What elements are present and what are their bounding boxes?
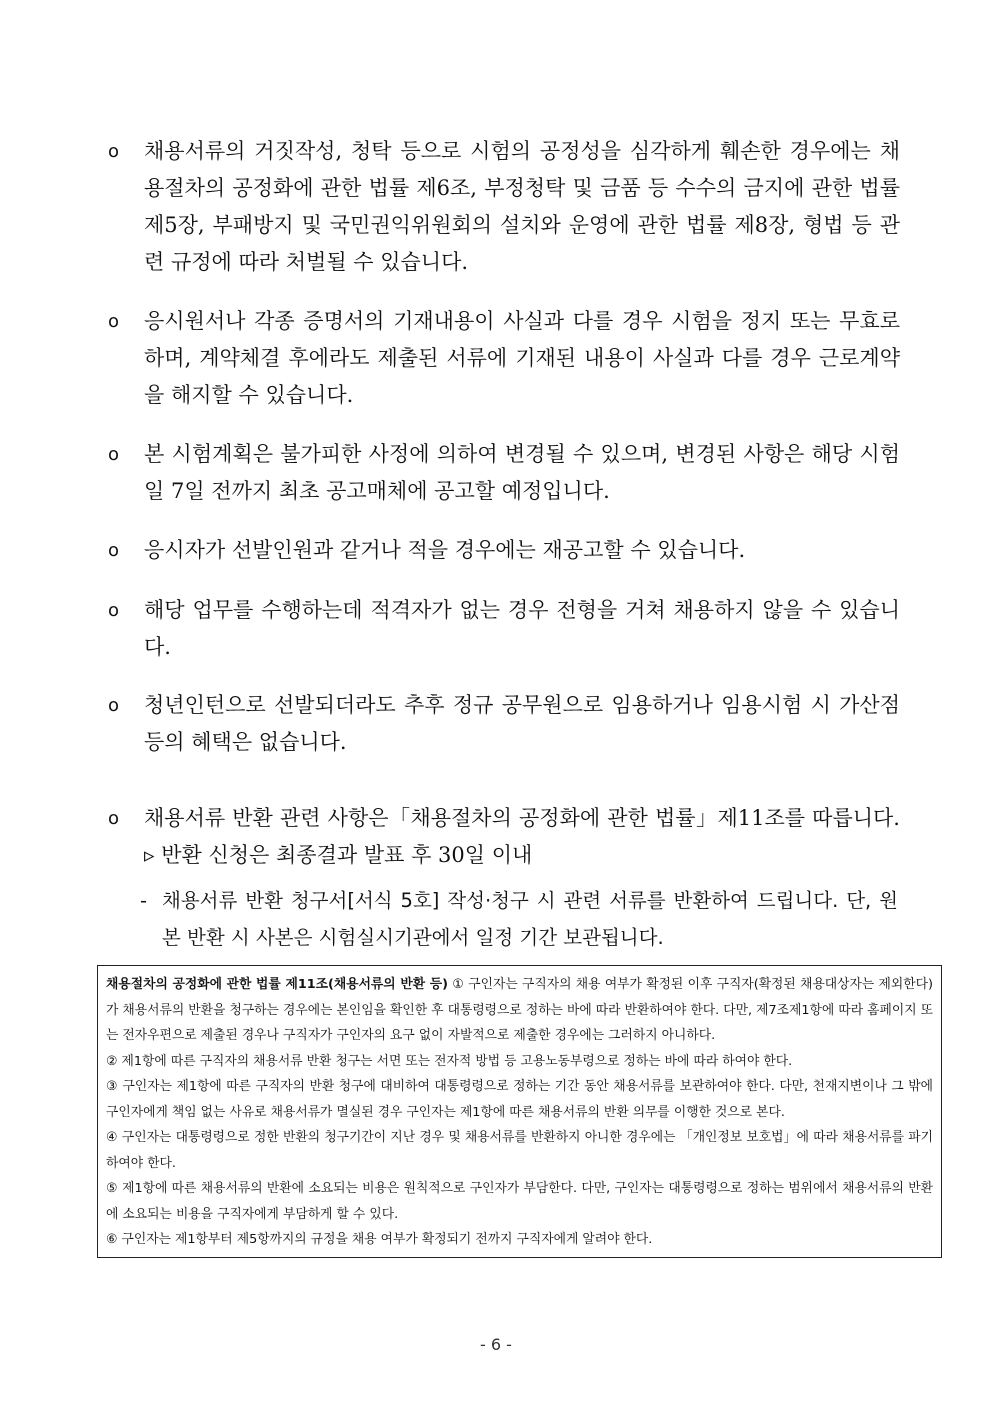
sub-item-text: 채용서류 반환 청구서[서식 5호] 작성·청구 시 관련 서류를 반환하여 드립니다. 단, 원본 반환 시 사본은 시험실시기관에서 일정 기간 보관됩니다. (162, 889, 898, 949)
notice-item-text: 청년인턴으로 선발되더라도 추후 정규 공무원으로 임용하거나 임용시험 시 가산점 등의 혜택은 없습니다. (144, 693, 900, 754)
law-paragraph-1 (106, 972, 933, 1049)
law-clause-6: ⑥ 구인자는 제1항부터 제5항까지의 규정을 채용 여부가 확정되기 전까지 구직자에게 알려야 한다. (106, 1232, 653, 1247)
dash-marker: - (140, 889, 148, 912)
notice-item-3 (108, 436, 900, 510)
law-clause-5: ⑤ 제1항에 따른 채용서류의 반환에 소요되는 비용은 원칙적으로 구인자가 부담한다. 다만, 구인자는 대통령령으로 정하는 범위에서 채용서류의 반환에 소요되는 비용을 구직자에게 부담하게 할 수 있다. (106, 1181, 933, 1222)
notice-item-text: 본 시험계획은 불가피한 사정에 의하여 변경될 수 있으며, 변경된 사항은 해당 시험일 7일 전까지 최초 공고매체에 공고할 예정입니다. (144, 442, 900, 503)
bullet-icon: o (108, 141, 120, 162)
sub-item (140, 882, 898, 956)
page-number: - 6 - (480, 1335, 512, 1354)
notice-item-text: 채용서류 반환 관련 사항은「채용절차의 공정화에 관한 법률」제11조를 따릅니다. ▹ 반환 신청은 최종결과 발표 후 30일 이내 (144, 806, 900, 867)
law-clause-1: ① 구인자는 구직자의 채용 여부가 확정된 이후 구직자(확정된 채용대상자는 제외한다)가 채용서류의 반환을 청구하는 경우에는 본인임을 확인한 후 대통령령으로 정하는 바에 따라 반환하여야 한다. 다만, 제7조제1항에 따라 홈페이지 또는 전자우편으로 제출된 경우나 구직자가 구인자의 요구 없이 자발적으로 제출한 경우에는 그러하지 아니하다. (106, 977, 933, 1043)
law-clause-3: ③ 구인자는 제1항에 따른 구직자의 반환 청구에 대비하여 대통령령으로 정하는 기간 동안 채용서류를 보관하여야 한다. 다만, 천재지변이나 그 밖에 구인자에게 책임 없는 사유로 채용서류가 멸실된 경우 구인자는 제1항에 따른 채용서류의 반환 의무를 이행한 것으로 본다. (106, 1079, 933, 1120)
notice-item-7 (108, 800, 900, 874)
bullet-icon: o (108, 311, 120, 332)
notice-item-2 (108, 303, 900, 414)
notice-item-5 (108, 592, 900, 666)
notice-item-text: 응시원서나 각종 증명서의 기재내용이 사실과 다를 경우 시험을 정지 또는 무효로 하며, 계약체결 후에라도 제출된 서류에 기재된 내용이 사실과 다를 경우 근로계약을 해지할 수 있습니다. (144, 309, 900, 407)
law-clause-4: ④ 구인자는 대통령령으로 정한 반환의 청구기간이 지난 경우 및 채용서류를 반환하지 아니한 경우에는 「개인정보 보호법」에 따라 채용서류를 파기하여야 한다. (106, 1130, 933, 1171)
bullet-icon: o (108, 808, 120, 829)
notice-item-1 (108, 133, 900, 281)
bullet-icon: o (108, 444, 120, 465)
bullet-icon: o (108, 695, 120, 716)
law-title: 채용절차의 공정화에 관한 법률 제11조(채용서류의 반환 등) (106, 977, 448, 992)
law-clause-2: ② 제1항에 따른 구직자의 채용서류 반환 청구는 서면 또는 전자적 방법 등 고용노동부령으로 정하는 바에 따라 하여야 한다. (106, 1053, 793, 1069)
law-excerpt-box (97, 965, 942, 1258)
notice-item-text: 해당 업무를 수행하는데 적격자가 없는 경우 전형을 거쳐 채용하지 않을 수 있습니다. (144, 598, 900, 659)
bullet-icon: o (108, 540, 120, 561)
notice-item-6 (108, 687, 900, 761)
notice-item-text: 채용서류의 거짓작성, 청탁 등으로 시험의 공정성을 심각하게 훼손한 경우에는 채용절차의 공정화에 관한 법률 제6조, 부정청탁 및 금품 등 수수의 금지에 관한 법률 제5장, 부패방지 및 국민권익위원회의 설치와 운영에 관한 법률 제8장, 형법 등 관련 규정에 따라 처벌될 수 있습니다. (144, 139, 900, 274)
bullet-icon: o (108, 600, 120, 621)
notice-item-4 (108, 532, 900, 569)
notice-item-text: 응시자가 선발인원과 같거나 적을 경우에는 재공고할 수 있습니다. (144, 538, 746, 562)
